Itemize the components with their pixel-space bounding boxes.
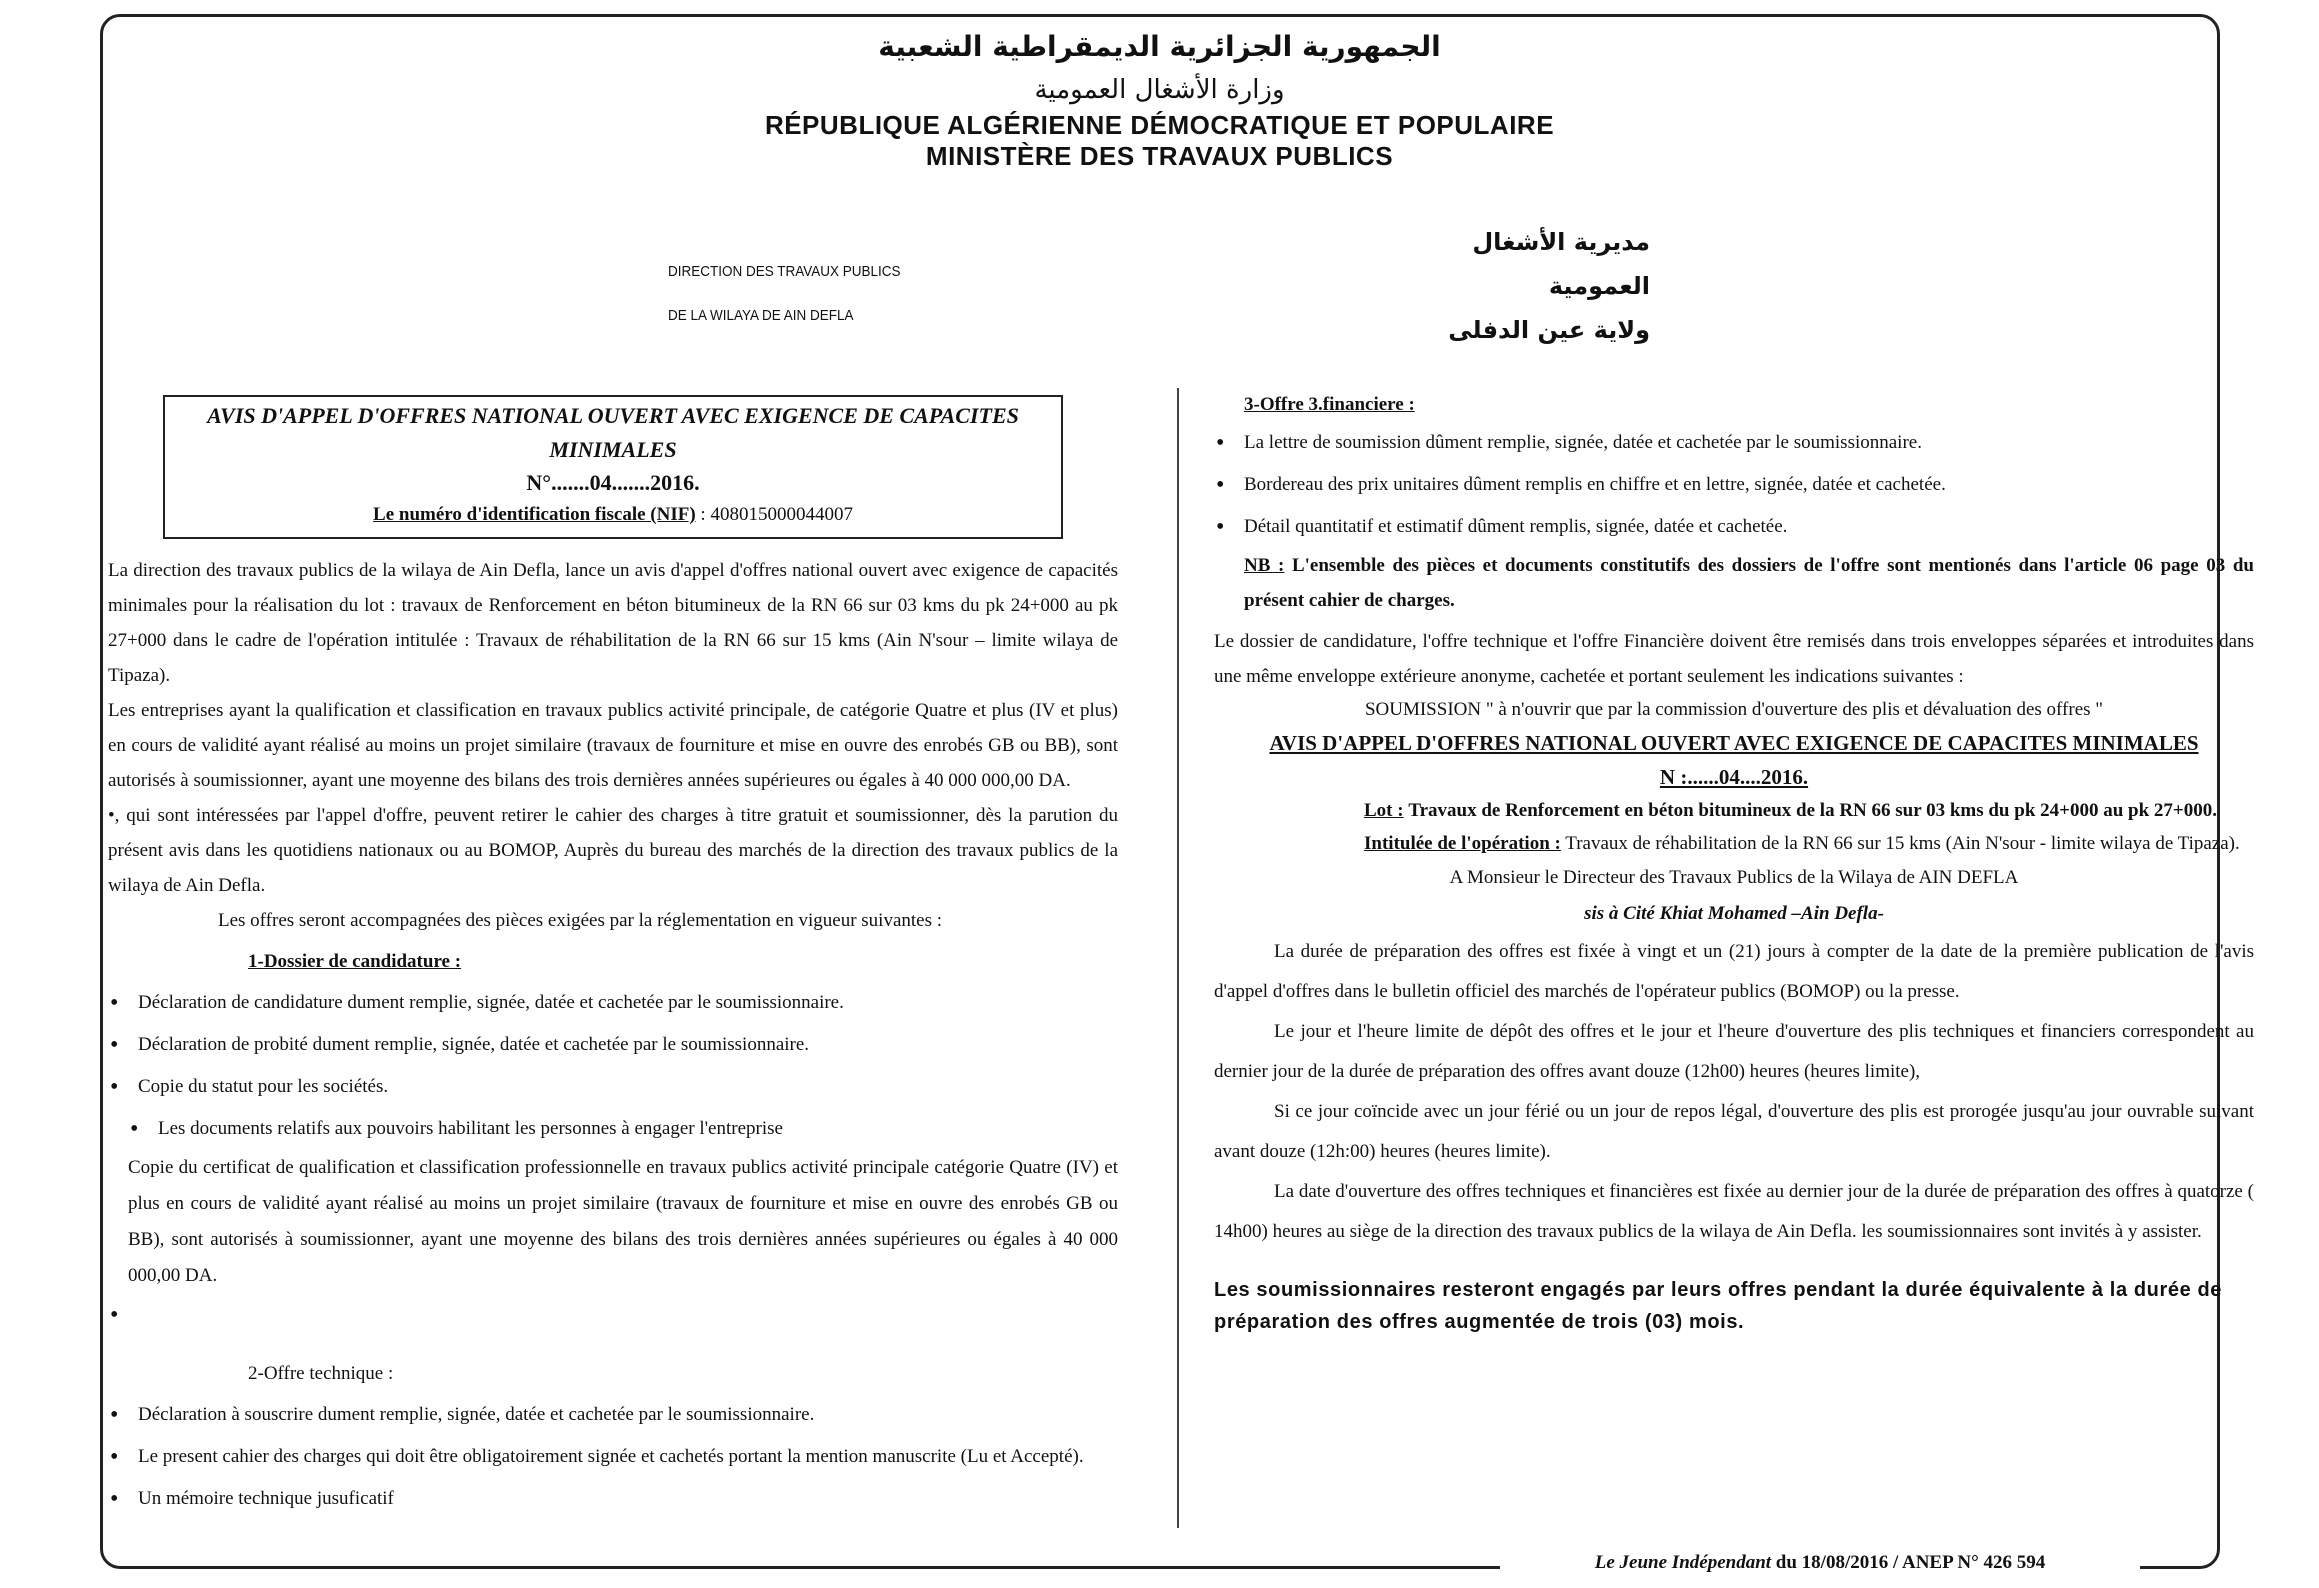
bullet-mark: • [110, 1302, 119, 1328]
technique-list [108, 1394, 1118, 1520]
direction-ar-line1: مديرية الأشغال العمومية [1472, 228, 1650, 300]
column-divider [1177, 388, 1179, 1528]
envelope-avis-title: AVIS D'APPEL D'OFFRES NATIONAL OUVERT AVEC EXIGENCE DE CAPACITES MINIMALES [1269, 731, 2199, 755]
technique-heading: 2-Offre technique : [248, 1363, 394, 1384]
direction-arabic [1420, 220, 1650, 352]
ouverture-paragraph: La date d'ouverture des offres techniques et financières est fixée au dernier jour de la durée de préparation des offres à quatorze ( 14h00) heures au siège de la direction des travaux publics de la wilaya de Ain Defla. les soumissionnaires sont invités à y assister. [1214, 1181, 2254, 1242]
header-arabic-ministry: وزارة الأشغال العمومية [1034, 75, 1285, 105]
left-column [108, 395, 1118, 1520]
list-item: • Déclaration de candidature dument remplie, signée, datée et cachetée par le soumissionnaire. [108, 982, 1118, 1024]
ferie-paragraph: Si ce jour coïncide avec un jour férié ou un jour de repos légal, d'ouverture des plis est prorogée jusqu'au jour ouvrable suivant avant douze (12h:00) heures (heures limite). [1214, 1101, 2254, 1162]
direction-fr-line1: DIRECTION DES TRAVAUX PUBLICS [668, 263, 901, 280]
nb-label: NB : [1244, 555, 1285, 576]
header-arabic-republic: الجمهورية الجزائرية الديمقراطية الشعبية [878, 30, 1441, 63]
publication-footer [1500, 1552, 2140, 1574]
dossier-list [108, 982, 1118, 1150]
direction-fr-line2: DE LA WILAYA DE AIN DEFLA [668, 307, 854, 324]
jour-limite-paragraph: Le jour et l'heure limite de dépôt des offres et le jour et l'heure d'ouverture des plis techniques et financiers correspondent au dernier jour de la durée de préparation des offres avant douze (12h00) heures (heures limite), [1214, 1021, 2254, 1082]
retrait-paragraph: •, qui sont intéressées par l'appel d'offre, peuvent retirer le cahier des charges à titre gratuit et soumissionner, dès la parution du présent avis dans les quotidiens nationaux ou au BOMOP, Auprès du bureau des marchés de la direction des travaux publics de la wilaya de Ain Defla. [108, 805, 1118, 896]
nb-text: L'ensemble des pièces et documents constitutifs des dossiers de l'offre sont mentionés dans l'article 06 page 03 du présent cahier de charges. [1244, 555, 2254, 611]
pieces-paragraph: Les offres seront accompagnées des pièces exigées par la réglementation en vigueur suivantes : [218, 910, 943, 931]
certificat-paragraph: Copie du certificat de qualification et classification professionnelle en travaux publics activité principale catégorie Quatre (IV) et plus en cours de validité ayant réalisé au moins un projet similaire (travaux de fourniture et mise en ouvre des enrobés GB ou BB), sont autorisés à soumissionner, ayant une moyenne des bilans des trois dernières années supérieures ou égales à 40 000 000,00 DA. [128, 1157, 1118, 1286]
list-item: • Un mémoire technique jusuficatif [108, 1478, 1118, 1520]
direction-ar-line2: ولاية عين الدفلى [1448, 316, 1650, 344]
intitulee-line [1214, 827, 2254, 860]
right-column [1214, 388, 2254, 1338]
header-french-republic: RÉPUBLIQUE ALGÉRIENNE DÉMOCRATIQUE ET POPULAIRE [764, 110, 1555, 140]
duree-paragraph: La durée de préparation des offres est fixée à vingt et un (21) jours à compter de la date de la première publication de l'avis d'appel d'offres dans le bulletin officiel des marchés de l'opérateur publics (BOMOP) ou la presse. [1214, 941, 2254, 1002]
list-item: • Détail quantitatif et estimatif dûment remplis, signée, datée et cachetée. [1214, 506, 2254, 548]
financiere-heading: 3-Offre 3.financiere : [1244, 394, 1415, 415]
tender-title-box [163, 395, 1063, 539]
tender-title: AVIS D'APPEL D'OFFRES NATIONAL OUVERT AVEC EXIGENCE DE CAPACITES MINIMALES [207, 403, 1019, 462]
intitulee-text: Travaux de réhabilitation de la RN 66 sur 15 kms (Ain N'sour - limite wilaya de Tipaza). [1565, 833, 2240, 854]
nif-label: Le numéro d'identification fiscale (NIF) [373, 504, 696, 525]
financiere-list [1214, 422, 2254, 548]
lot-line [1214, 794, 2254, 827]
document-header [0, 24, 2319, 172]
header-french-ministry: MINISTÈRE DES TRAVAUX PUBLICS [925, 141, 1394, 171]
lot-label: Lot : [1364, 800, 1404, 821]
list-item: • Les documents relatifs aux pouvoirs habilitant les personnes à engager l'entreprise [128, 1108, 1118, 1150]
eligibility-paragraph: Les entreprises ayant la qualification et classification en travaux publics activité principale, de catégorie Quatre et plus (IV et plus) en cours de validité ayant réalisé au moins un projet similaire (travaux de fourniture et mise en ouvre des enrobés GB ou BB), sont autorisés à soumissionner, ayant une moyenne des bilans des trois dernières années supérieures ou égales à 40 000 000,00 DA. [108, 700, 1118, 791]
list-item: • Bordereau des prix unitaires dûment remplis en chiffre et en lettre, signée, datée et cachetée. [1214, 464, 2254, 506]
lot-text: Travaux de Renforcement en béton bitumineux de la RN 66 sur 03 kms du pk 24+000 au pk 27+000. [1408, 800, 2217, 821]
dossier-heading: 1-Dossier de candidature : [248, 951, 462, 972]
nb-paragraph [1214, 548, 2254, 618]
address-sis-line: sis à Cité Khiat Mohamed –Ain Defla- [1584, 903, 1884, 924]
intro-paragraph: La direction des travaux publics de la wilaya de Ain Defla, lance un avis d'appel d'offres national ouvert avec exigence de capacités minimales pour la réalisation du lot : travaux de Renforcement en béton bitumineux de la RN 66 sur 03 kms du pk 24+000 au pk 27+000 dans le cadre de l'opération intitulée : Travaux de réhabilitation de la RN 66 sur 15 kms (Ain N'sour – limite wilaya de Tipaza). [108, 560, 1118, 686]
list-item: • Le present cahier des charges qui doit être obligatoirement signée et cachetés portant la mention manuscrite (Lu et Accepté). [108, 1436, 1118, 1478]
list-item: • La lettre de soumission dûment remplie, signée, datée et cachetée par le soumissionnaire. [1214, 422, 2254, 464]
address-line: A Monsieur le Directeur des Travaux Publics de la Wilaya de AIN DEFLA [1449, 867, 2019, 888]
newspaper-name: Le Jeune Indépendant [1594, 1552, 1772, 1573]
enveloppes-paragraph: Le dossier de candidature, l'offre technique et l'offre Financière doivent être remisés dans trois enveloppes séparées et introduites dans une même enveloppe extérieure anonyme, cachetée et portant seulement les indications suivantes : [1214, 631, 2254, 687]
soumission-line: SOUMISSION " à n'ouvrir que par la commission d'ouverture des plis et dévaluation des offres " [1364, 699, 2104, 720]
tender-number: N°.......04.......2016. [526, 470, 700, 495]
nif-line [175, 499, 1051, 531]
intitulee-label: Intitulée de l'opération : [1364, 833, 1561, 854]
list-item: • Déclaration à souscrire dument remplie, signée, datée et cachetée par le soumissionnaire. [108, 1394, 1118, 1436]
final-statement: Les soumissionnaires resteront engagés par leurs offres pendant la durée équivalente à la durée de préparation des offres augmentée de trois (03) mois. [1214, 1279, 2222, 1333]
envelope-number: N :......04....2016. [1659, 765, 1809, 789]
nif-value: : 408015000044007 [700, 504, 853, 525]
list-item: • Copie du statut pour les sociétés. [108, 1066, 1118, 1108]
list-item: • Déclaration de probité dument remplie, signée, datée et cachetée par le soumissionnaire. [108, 1024, 1118, 1066]
direction-french [668, 250, 929, 338]
publication-info: du 18/08/2016 / ANEP N° 426 594 [1771, 1552, 2046, 1573]
